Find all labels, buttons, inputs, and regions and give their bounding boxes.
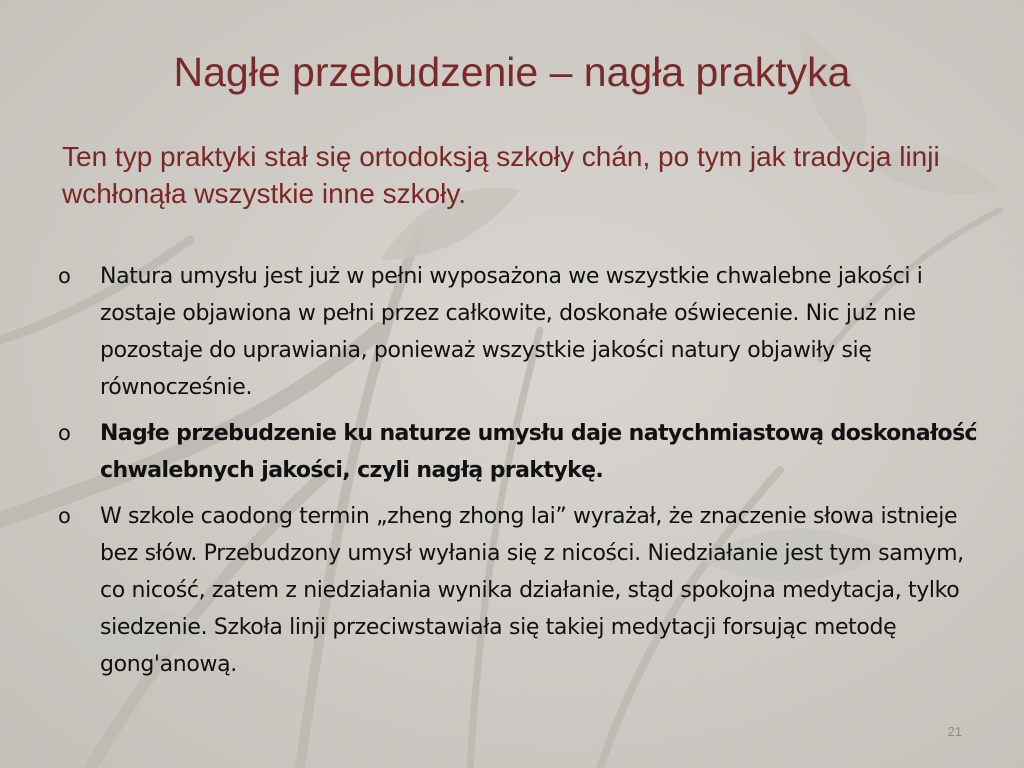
bullet-text: W szkole caodong termin „zheng zhong lai” wyrażał, że znaczenie słowa istnieje bez słów. Przebudzony umysł wyłania się z nicości. Niedziałanie jest tym samym, co nicość, zatem z niedziałania wynika działanie, stąd spokojna medytacja, tylko siedzenie. Szkoła linji przeciwstawiała się takiej medytacji forsując metodę gong'anową. — [100, 504, 964, 677]
bullet-marker: o — [58, 264, 71, 288]
bullet-item — [58, 415, 978, 489]
bullet-list — [58, 258, 978, 692]
bullet-item — [58, 258, 978, 406]
slide-title: Nagłe przebudzenie – nagła praktyka — [173, 49, 851, 95]
bullet-text: Natura umysłu jest już w pełni wyposażona we wszystkie chwalebne jakości i zostaje objawiona w pełni przez całkowite, doskonałe oświecenie. Nic już nie pozostaje do uprawiania, ponieważ wszystkie jakości natury objawiły się równocześnie. — [100, 264, 923, 400]
bullet-item — [58, 498, 978, 683]
bullet-marker: o — [58, 504, 71, 528]
bullet-marker: o — [58, 421, 71, 445]
slide-subtitle: Ten typ praktyki stał się ortodoksją szkoły chán, po tym jak tradycja linji wchłonąła wszystkie inne szkoły. — [62, 141, 940, 209]
slide-number: 21 — [947, 724, 962, 739]
bullet-text: Nagłe przebudzenie ku naturze umysłu daje natychmiastową doskonałość chwalebnych jakości, czyli nagłą praktykę. — [100, 421, 978, 483]
